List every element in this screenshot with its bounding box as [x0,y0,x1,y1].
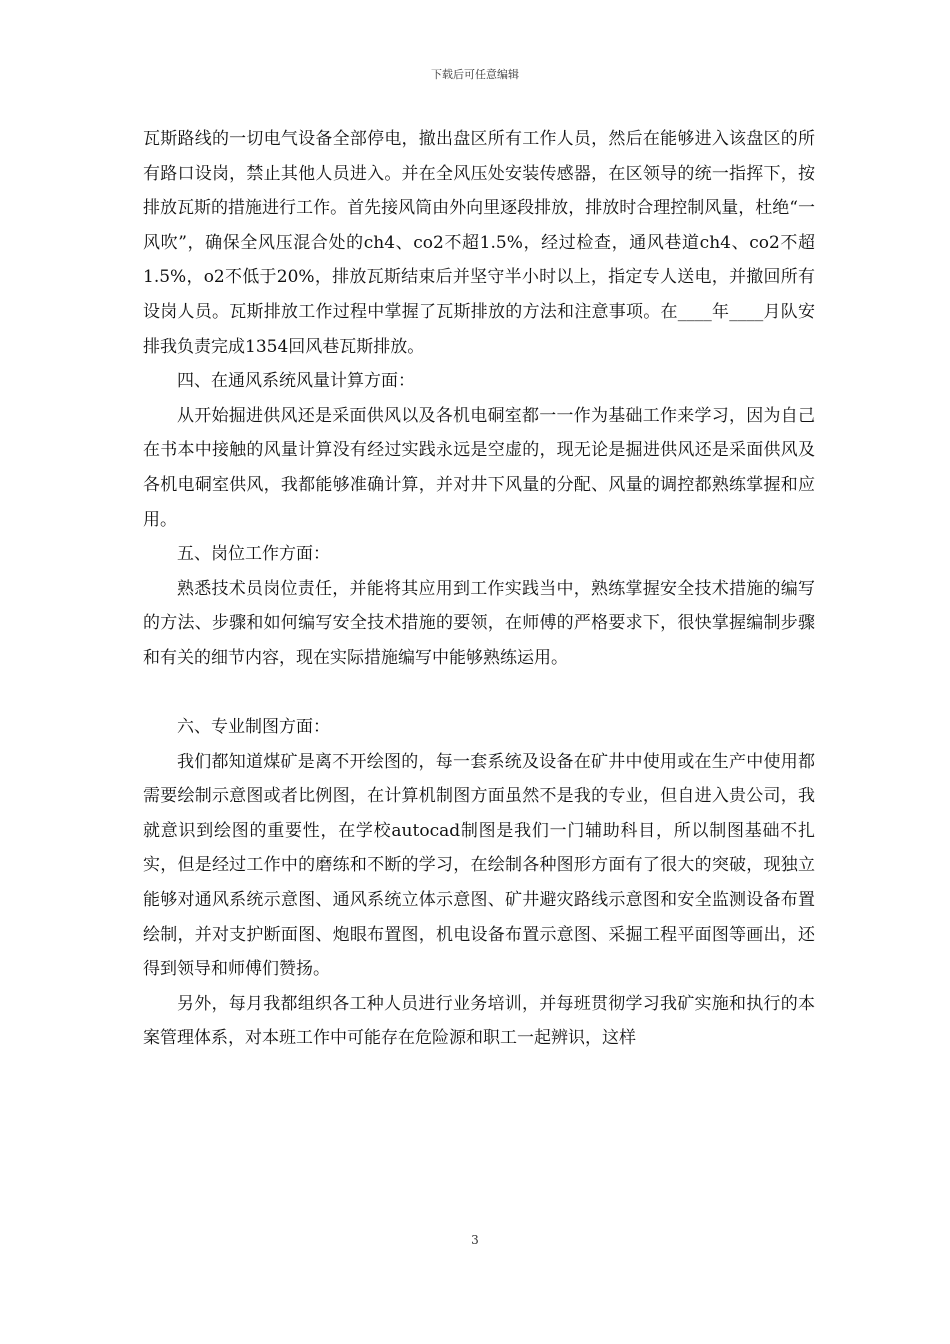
section-heading-job-duties: 五、岗位工作方面： [177,544,330,565]
page-number: 3 [471,1233,479,1247]
paragraph-gas-drainage: 瓦斯路线的一切电气设备全部停电，撤出盘区所有工作人员，然后在能够进入该盘区的所有路口设岗，禁止其他人员进入。并在全风压处安装传感器，在区领导的统一指挥下，按排放瓦斯的措施进行工作。首先接风筒由外向里逐段排放，排放时合理控制风量，杜绝“一风吹”，确保全风压混合处的ch4、co2不超1.5%，经过检查，通风巷道ch4、co2不超1.5%，o2不低于20%，排放瓦斯结束后并坚守半小时以上，指定专人送电，并撤回所有设岗人员。瓦斯排放工作过程中掌握了瓦斯排放的方法和注意事项。在____年____月队安排我负责完成1354回风巷瓦斯排放。 [143,129,815,357]
page-header: 下载后可任意编辑 [431,68,519,81]
paragraph-job-duties: 熟悉技术员岗位责任，并能将其应用到工作实践当中，熟练掌握安全技术措施的编写的方法、步骤和如何编写安全技术措施的要领，在师傅的严格要求下，很快掌握编制步骤和有关的细节内容，现在实际措施编写中能够熟练运用。 [143,578,815,668]
paragraph-ventilation-calculation: 从开始掘进供风还是采面供风以及各机电硐室都一一作为基础工作来学习，因为自己在书本中接触的风量计算没有经过实践永远是空虚的，现无论是掘进供风还是采面供风及各机电硐室供风，我都能够准确计算，并对井下风量的分配、风量的调控都熟练掌握和应用。 [143,405,815,530]
paragraph-training: 另外，每月我都组织各工种人员进行业务培训，并每班贯彻学习我矿实施和执行的本案管理体系，对本班工作中可能存在危险源和职工一起辨识，这样 [143,993,815,1049]
document-body [143,122,815,1056]
section-heading-drafting: 六、专业制图方面： [177,717,330,738]
section-heading-ventilation-calculation: 四、在通风系统风量计算方面： [177,371,415,392]
paragraph-spacer [143,676,815,711]
paragraph-drafting: 我们都知道煤矿是离不开绘图的，每一套系统及设备在矿井中使用或在生产中使用都需要绘制示意图或者比例图，在计算机制图方面虽然不是我的专业，但自进入贵公司，我就意识到绘图的重要性，在学校autocad制图是我们一门辅助科目，所以制图基础不扎实，但是经过工作中的磨练和不断的学习，在绘制各种图形方面有了很大的突破，现独立能够对通风系统示意图、通风系统立体示意图、矿井避灾路线示意图和安全监测设备布置绘制，并对支护断面图、炮眼布置图，机电设备布置示意图、采掘工程平面图等画出，还得到领导和师傅们赞扬。 [143,751,815,980]
